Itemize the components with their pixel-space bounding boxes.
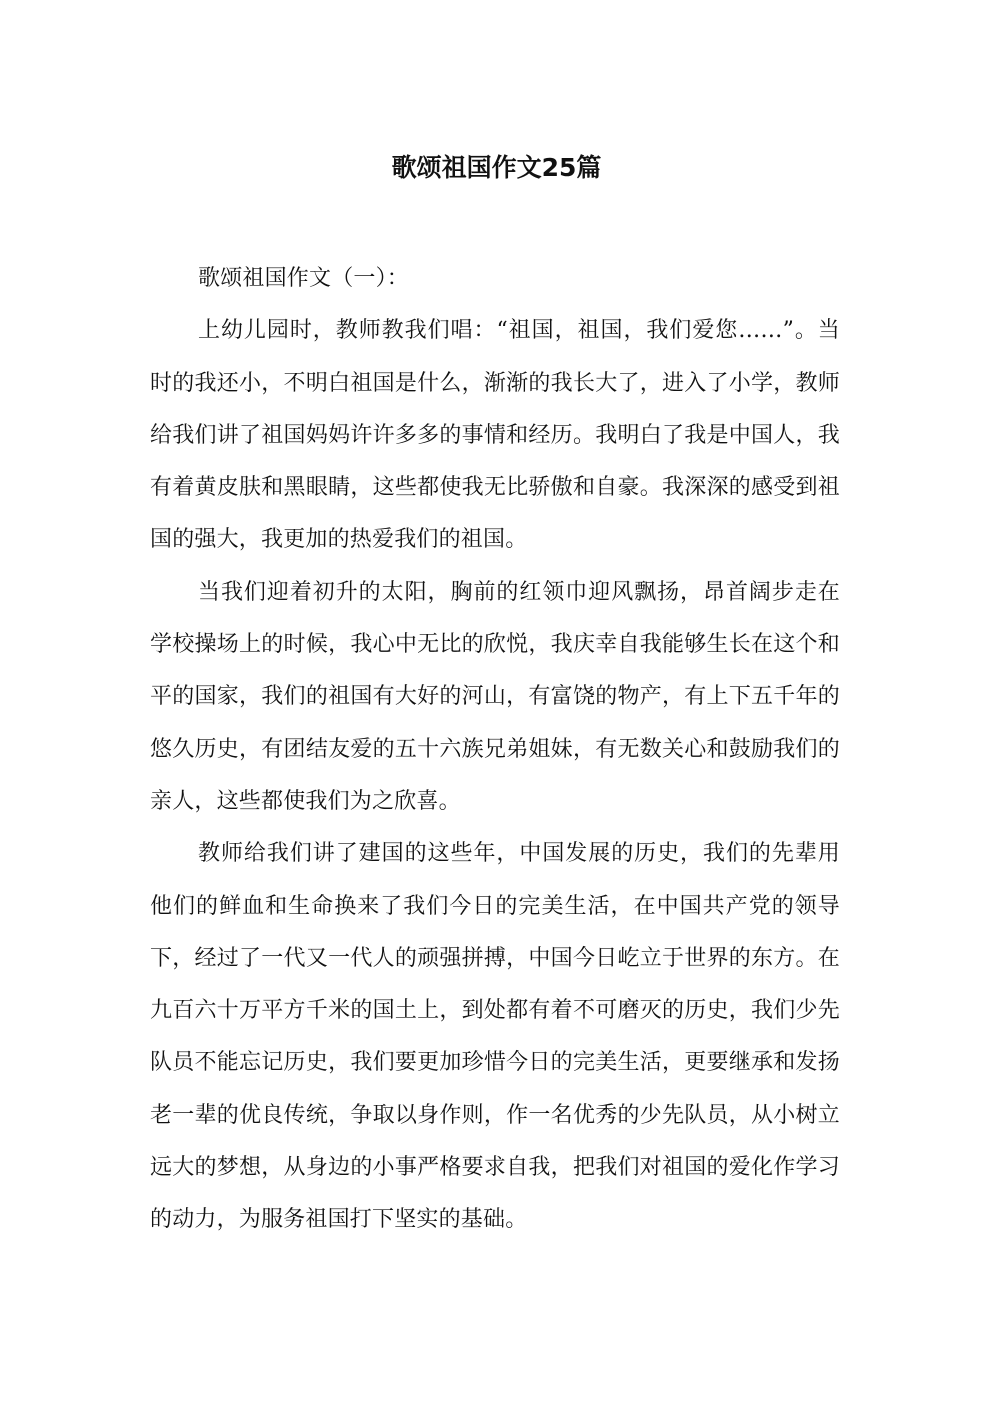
section-heading: 歌颂祖国作文（一）：: [198, 266, 410, 291]
document-body: [150, 253, 840, 1247]
paragraph-3: 教师给我们讲了建国的这些年，中国发展的历史，我们的先辈用他们的鲜血和生命换来了我们今日的完美生活，在中国共产党的领导下，经过了一代又一代人的顽强拼搏，中国今日屹立于世界的东方。在九百六十万平方千米的国土上，到处都有着不可磨灭的历史，我们少先队员不能忘记历史，我们要更加珍惜今日的完美生活，更要继承和发扬老一辈的优良传统，争取以身作则，作一名优秀的少先队员，从小树立远大的梦想，从身边的小事严格要求自我，把我们对祖国的爱化作学习的动力，为服务祖国打下坚实的基础。: [150, 841, 840, 1233]
paragraph-2: 当我们迎着初升的太阳，胸前的红领巾迎风飘扬，昂首阔步走在学校操场上的时候，我心中无比的欣悦，我庆幸自我能够生长在这个和平的国家，我们的祖国有大好的河山，有富饶的物产，有上下五千年的悠久历史，有团结友爱的五十六族兄弟姐妹，有无数关心和鼓励我们的亲人，这些都使我们为之欣喜。: [150, 579, 840, 814]
document-title: 歌颂祖国作文25篇: [391, 153, 602, 182]
paragraph-1: 上幼儿园时，教师教我们唱：“祖国，祖国，我们爱您……”。当时的我还小，不明白祖国是什么，渐渐的我长大了，进入了小学，教师给我们讲了祖国妈妈许许多多的事情和经历。我明白了我是中国人，我有着黄皮肤和黑眼睛，这些都使我无比骄傲和自豪。我深深的感受到祖国的强大，我更加的热爱我们的祖国。: [150, 318, 840, 553]
